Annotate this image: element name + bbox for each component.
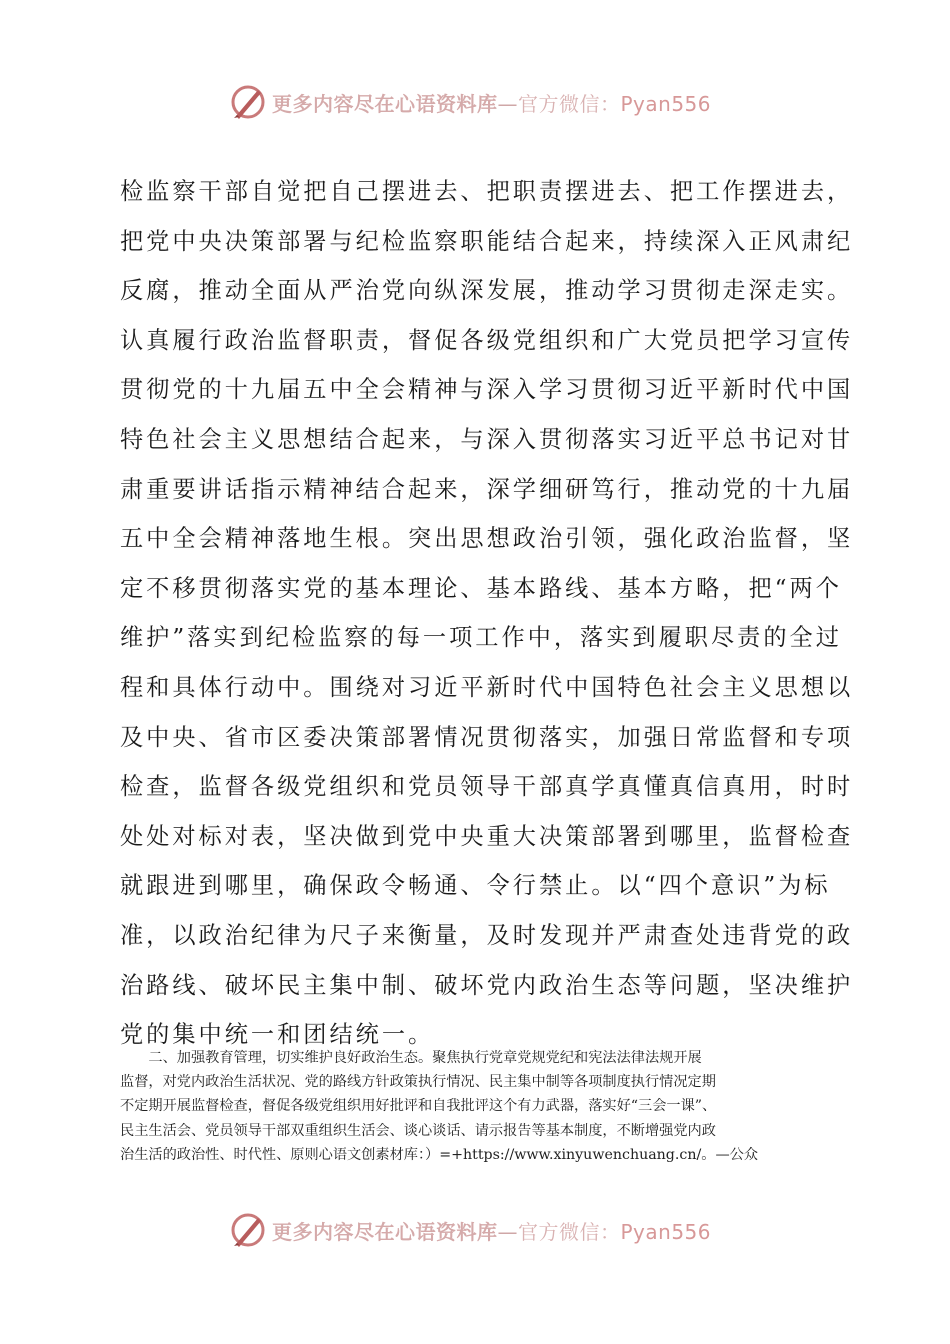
- main-line: 认真履行政治监督职责，督促各级党组织和广大党员把学习宣传: [120, 326, 854, 354]
- small-line: 不定期开展监督检查，督促各级党组织用好批评和自我批评这个有力武器，落实好“三会一课”、: [120, 1098, 717, 1115]
- main-line: 肃重要讲话指示精神结合起来，深学细研笃行，推动党的十九届: [120, 475, 854, 503]
- banner-library-name: 更多内容尽在心语资料库: [272, 1219, 498, 1244]
- main-line: 贯彻党的十九届五中全会精神与深入学习贯彻习近平新时代中国: [120, 376, 854, 404]
- main-line: 准，以政治纪律为尺子来衡量，及时发现并严肃查处违背党的政: [120, 921, 854, 949]
- banner-library-name: 更多内容尽在心语资料库: [272, 91, 498, 116]
- main-line: 程和具体行动中。围绕对习近平新时代中国特色社会主义思想以: [120, 673, 854, 701]
- banner-text: [272, 1216, 711, 1245]
- main-line: 党的集中统一和团结统一。: [120, 1021, 435, 1049]
- main-line: 检查，监督各级党组织和党员领导干部真学真懂真信真用，时时: [120, 773, 854, 801]
- pen-logo-icon: [228, 82, 268, 122]
- main-line: 定不移贯彻落实党的基本理论、基本路线、基本方略，把“两个: [120, 574, 842, 602]
- small-line: 监督，对党内政治生活状况、党的路线方针政策执行情况、民主集中制等各项制度执行情况定期: [120, 1074, 716, 1091]
- main-line: 特色社会主义思想结合起来，与深入贯彻落实习近平总书记对甘: [120, 425, 854, 453]
- small-line: 治生活的政治性、时代性、原则心语文创素材库：）=+https://www.xinyuwenchuang.cn/。—公众: [120, 1146, 759, 1163]
- banner-text: [272, 88, 711, 117]
- main-paragraph: [120, 167, 854, 1060]
- main-line: 治路线、破坏民主集中制、破坏党内政治生态等问题，坚决维护: [120, 971, 854, 999]
- main-line: 维护”落实到纪检监察的每一项工作中，落实到履职尽责的全过: [120, 624, 842, 652]
- main-line: 五中全会精神落地生根。突出思想政治引领，强化政治监督，坚: [120, 525, 854, 553]
- main-line: 反腐，推动全面从严治党向纵深发展，推动学习贯彻走深走实。: [120, 277, 854, 305]
- main-line: 就跟进到哪里，确保政令畅通、令行禁止。以“四个意识”为标: [120, 872, 831, 900]
- small-line: 二、加强教育管理，切实维护良好政治生态。聚焦执行党章党规党纪和宪法法律法规开展: [120, 1050, 702, 1066]
- secondary-paragraph: [120, 1046, 836, 1167]
- main-line: 及中央、省市区委决策部署情况贯彻落实，加强日常监督和专项: [120, 723, 854, 751]
- main-line: 检监察干部自觉把自己摆进去、把职责摆进去、把工作摆进去，: [120, 178, 854, 205]
- small-line: 民主生活会、党员领导干部双重组织生活会、谈心谈话、请示报告等基本制度，不断增强党内政: [120, 1122, 716, 1139]
- banner-separator: —: [497, 91, 518, 116]
- main-line: 处处对标对表，坚决做到党中央重大决策部署到哪里，监督检查: [120, 822, 854, 850]
- main-line: 把党中央决策部署与纪检监察职能结合起来，持续深入正风肃纪: [120, 227, 854, 255]
- pen-logo-icon: [228, 1210, 268, 1250]
- banner-wechat-label: 官方微信：: [518, 1219, 621, 1244]
- banner-wechat-label: 官方微信：: [518, 91, 621, 116]
- banner-wechat-id: Pyan556: [620, 91, 712, 116]
- banner-wechat-id: Pyan556: [620, 1219, 712, 1244]
- banner-separator: —: [497, 1219, 518, 1244]
- header-banner: [228, 80, 748, 124]
- footer-banner: [228, 1208, 748, 1252]
